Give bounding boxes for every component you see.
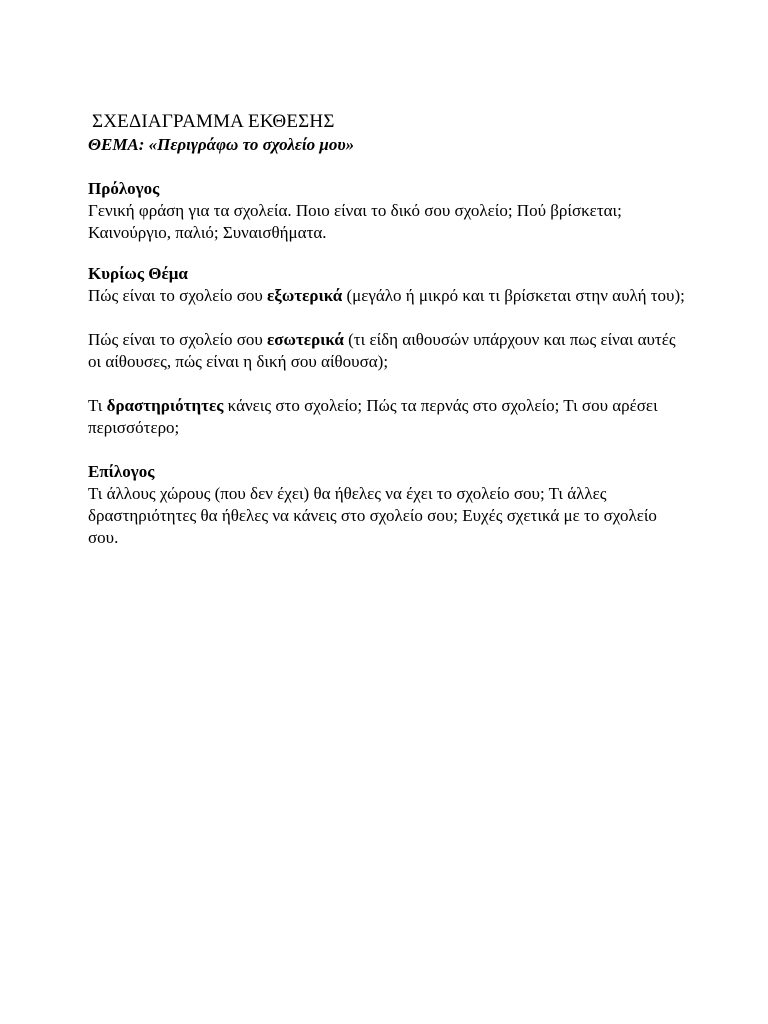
main-p2-rest: (τι είδη αιθουσών υπάρχουν και πως είναι αυτές οι αίθουσες, πώς είναι η δική σου αίθουσα);	[88, 330, 676, 371]
prologue-heading: Πρόλογος	[88, 179, 160, 198]
document-body	[88, 110, 688, 549]
document-subtitle: ΘΕΜΑ: «Περιγράφω το σχολείο μου»	[88, 135, 355, 154]
prologue-text: Γενική φράση για τα σχολεία. Ποιο είναι το δικό σου σχολείο; Πού βρίσκεται; Καινούργιο, παλιό; Συναισθήματα.	[88, 201, 622, 242]
epilogue-text: Τι άλλους χώρους (που δεν έχει) θα ήθελες να έχει το σχολείο σου; Τι άλλες δραστηριότητες θα ήθελες να κάνεις στο σχολείο σου; Ευχές σχετικά με το σχολείο σου.	[88, 484, 657, 547]
main-p3-bold: δραστηριότητες	[106, 396, 224, 415]
document-title: ΣΧΕΔΙΑΓΡΑΜΜΑ ΕΚΘΕΣΗΣ	[92, 111, 335, 132]
main-p3-rest: κάνεις στο σχολείο; Πώς τα περνάς στο σχολείο; Τι σου αρέσει περισσότερο;	[88, 396, 658, 437]
main-p1-bold: εξωτερικά	[267, 286, 343, 305]
main-p1-text: Πώς είναι το σχολείο σου	[88, 286, 268, 305]
main-paragraph-interior	[88, 329, 688, 373]
main-p3-text: Τι	[88, 396, 107, 415]
main-paragraph-activities	[88, 395, 688, 439]
main-paragraph-exterior	[88, 285, 688, 307]
main-heading: Κυρίως Θέμα	[88, 264, 188, 283]
main-p2-text: Πώς είναι το σχολείο σου	[88, 330, 268, 349]
main-p2-bold: εσωτερικά	[267, 330, 344, 349]
epilogue-heading: Επίλογος	[88, 462, 155, 481]
main-p1-rest: (μεγάλο ή μικρό και τι βρίσκεται στην αυλή του);	[342, 286, 685, 305]
